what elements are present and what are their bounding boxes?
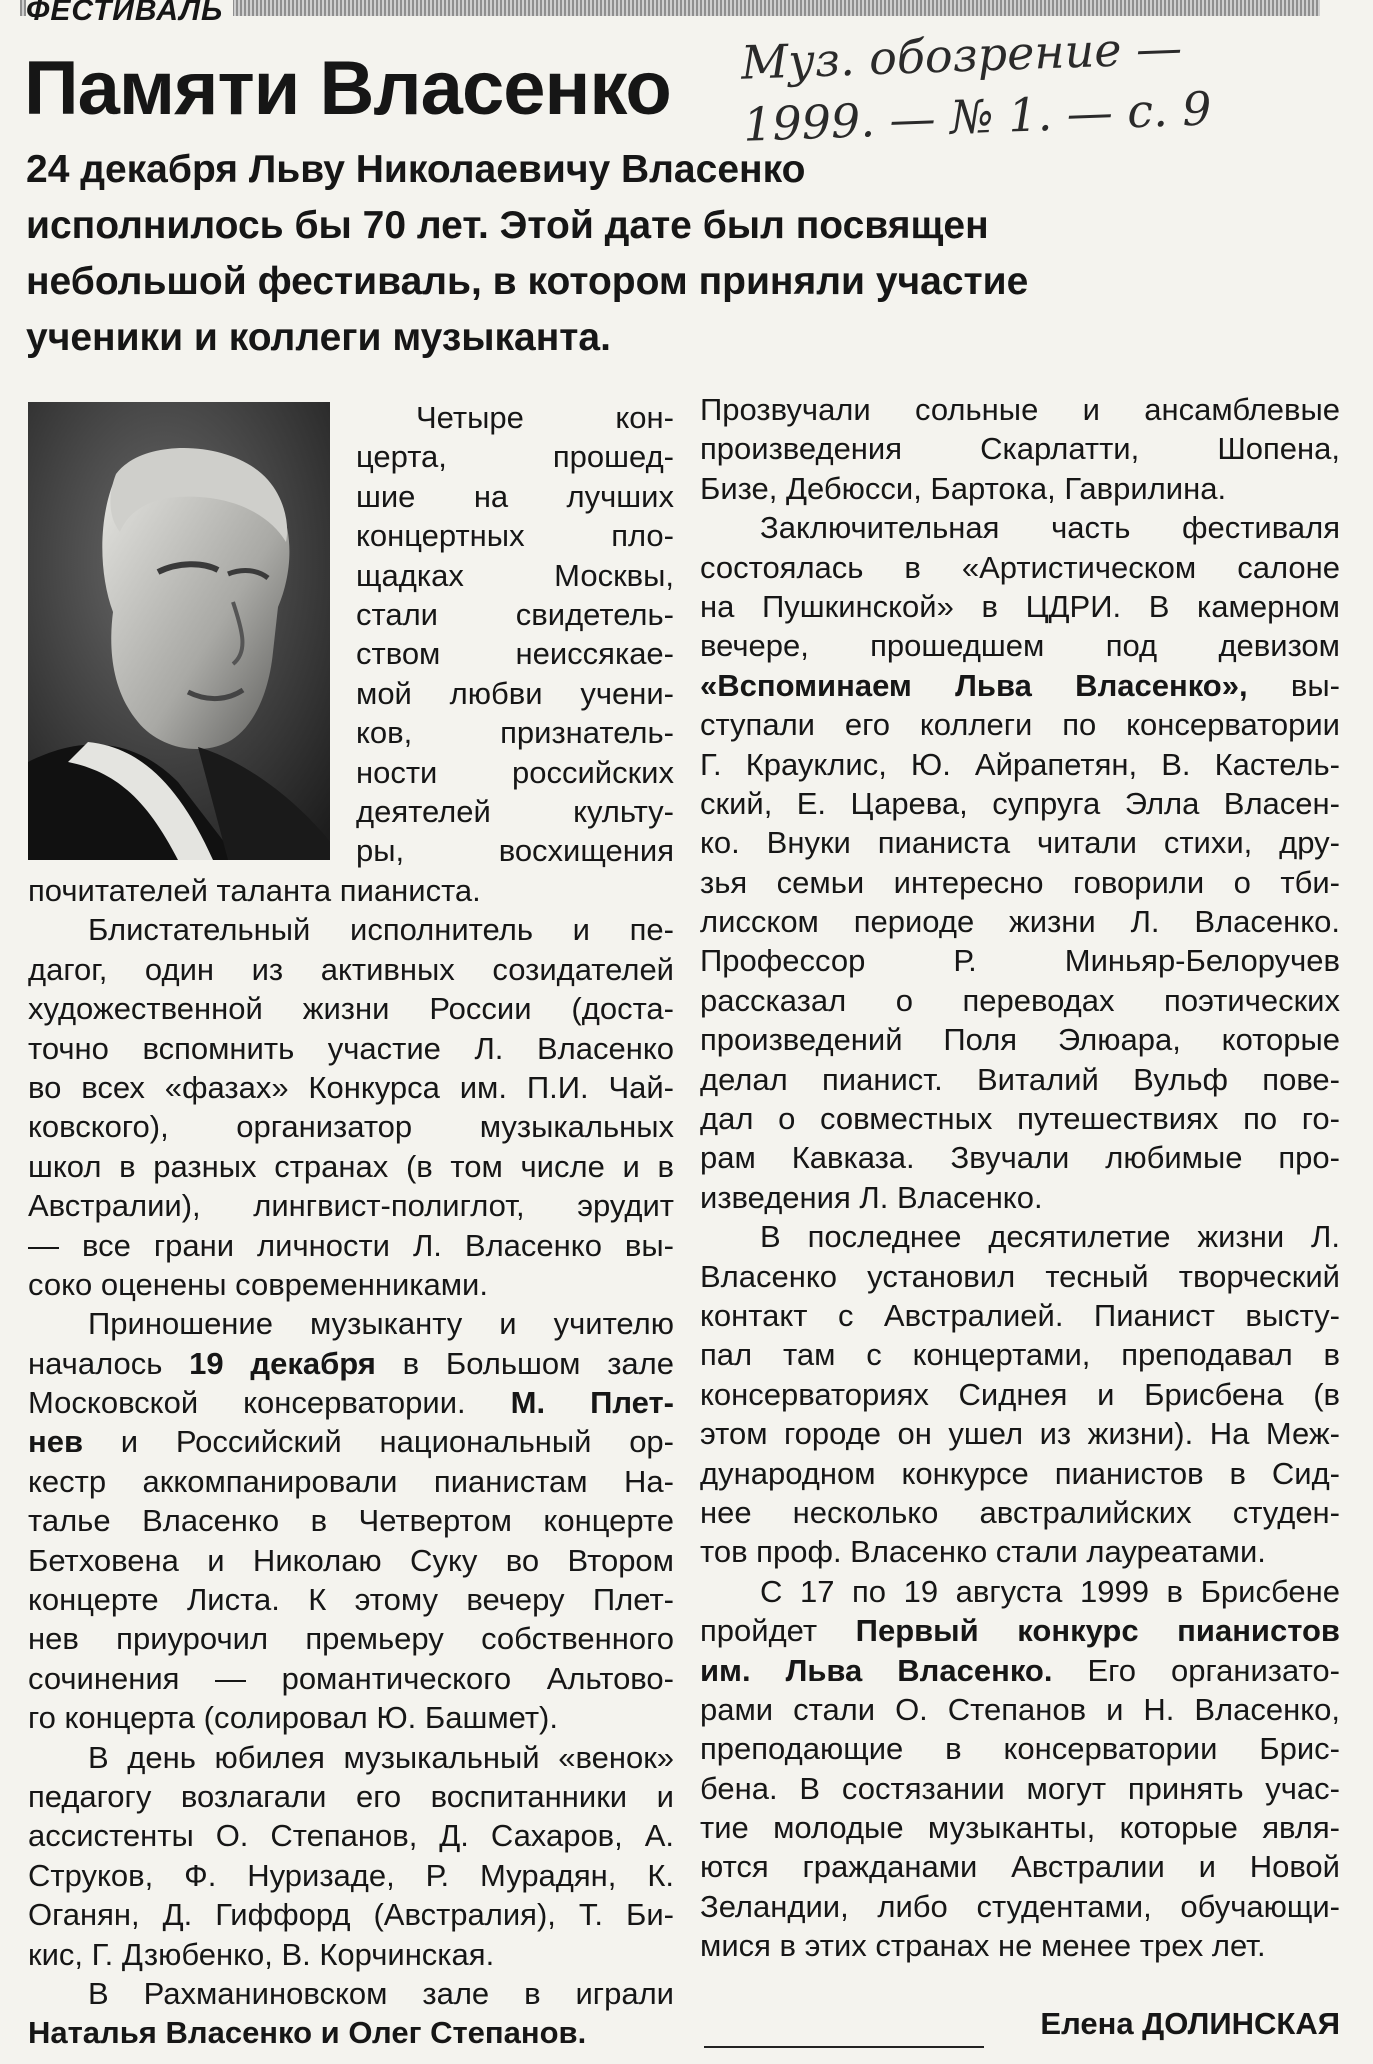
text-line: деятелей культу-: [356, 793, 674, 829]
handwritten-line: Муз. обозрение —: [740, 20, 1183, 90]
text-line: дал о совместных путешествиях по го-: [700, 1101, 1340, 1137]
text-line: дународном конкурсе пианистов в Сид-: [700, 1455, 1340, 1491]
text-line: концертных пло-: [356, 518, 674, 554]
column-c: [700, 390, 1340, 1966]
text-line: состоялась в «Артистическом салоне: [700, 549, 1340, 585]
text-line: им. Льва Власенко. Его организато-: [700, 1652, 1340, 1688]
text-line: изведения Л. Власенко.: [700, 1179, 1043, 1215]
text-line: — все грани личности Л. Власенко вы-: [28, 1227, 674, 1263]
column-b: [28, 871, 674, 2053]
text-line: ассистенты О. Степанов, Д. Сахаров, А.: [28, 1818, 674, 1854]
text-line: произведения Скарлатти, Шопена,: [700, 431, 1340, 467]
text-line: кестр аккомпанировали пианистам На-: [28, 1463, 674, 1499]
text-line: преподающие в консерватории Брис-: [700, 1731, 1340, 1767]
text-line: вечере, прошедшем под девизом: [700, 628, 1340, 664]
text-line: Зеландии, либо студентами, обучающи-: [700, 1888, 1340, 1924]
text-line: делал пианист. Виталий Вульф пове-: [700, 1061, 1340, 1097]
text-line: В последнее десятилетие жизни Л.: [760, 1219, 1340, 1255]
text-line: Заключительная часть фестиваля: [760, 510, 1340, 546]
text-line: пройдет Первый конкурс пианистов: [700, 1613, 1340, 1649]
text-line: на Пушкинской» в ЦДРИ. В камерном: [700, 588, 1340, 624]
text-line: тие молодые музыканты, которые явля-: [700, 1810, 1340, 1846]
text-line: ков, признатель-: [356, 715, 674, 751]
text-line: рассказал о переводах поэтических: [700, 982, 1340, 1018]
article-title: Памяти Власенко: [24, 46, 671, 131]
text-line: ступали его коллеги по консерватории: [700, 707, 1340, 743]
text-line: произведений Поля Элюара, которые: [700, 1022, 1340, 1058]
text-line: бена. В состязании могут принять учас-: [700, 1770, 1340, 1806]
text-line: го концерта (солировал Ю. Башмет).: [28, 1700, 558, 1736]
text-line: Московской консерватории. М. Плет-: [28, 1385, 675, 1421]
text-line: шие на лучших: [356, 478, 674, 514]
text-line: школ в разных странах (в том числе и в: [28, 1148, 674, 1184]
text-line: В Рахманиновском зале в играли: [88, 1975, 674, 2011]
text-line: Профессор Р. Миньяр-Белоручев: [700, 943, 1340, 979]
text-line: Австралии), лингвист-полиглот, эрудит: [28, 1188, 674, 1224]
text-line: Четыре кон-: [416, 400, 674, 435]
text-line: рами стали О. Степанов и Н. Власенко,: [700, 1691, 1340, 1727]
text-line: консерваториях Сиднея и Брисбена (в: [700, 1376, 1340, 1412]
lead-line: 24 декабря Льву Николаевичу Власенко: [26, 148, 806, 191]
text-line: художественной жизни России (доста-: [28, 991, 674, 1027]
text-line: Приношение музыканту и учителю: [88, 1306, 674, 1342]
text-line: «Вспоминаем Льва Власенко», вы-: [700, 667, 1341, 703]
text-line: нев приурочил премьеру собственного: [28, 1621, 674, 1657]
lead-line: небольшой фестиваль, в котором приняли участие: [26, 260, 1029, 303]
portrait-photo: [28, 402, 330, 860]
text-line: Власенко установил тесный творческий: [700, 1258, 1340, 1294]
text-line: почитателей таланта пианиста.: [28, 873, 481, 908]
text-line: ются гражданами Австралии и Новой: [700, 1849, 1340, 1885]
text-line: талье Власенко в Четвертом концерте: [28, 1503, 674, 1539]
byline-author: Елена ДОЛИНСКАЯ: [1040, 2006, 1340, 2041]
text-line: Блистательный исполнитель и пе-: [88, 912, 674, 948]
lead-line: ученики и коллеги музыканта.: [26, 316, 611, 359]
text-line: кис, Г. Дзюбенко, В. Корчинская.: [28, 1936, 495, 1972]
text-line: сочинения — романтического Альтово-: [28, 1660, 674, 1696]
lead-line: исполнилось бы 70 лет. Этой дате был посвящен: [26, 204, 989, 247]
text-line: педагогу возлагали его воспитанники и: [28, 1778, 674, 1814]
text-line: началось 19 декабря в Большом зале: [28, 1345, 674, 1381]
text-line: дагог, один из активных созидателей: [28, 951, 674, 987]
text-line: Струков, Ф. Нуризаде, Р. Мурадян, К.: [28, 1857, 674, 1893]
handwritten-line: 1999. — № 1. — с. 9: [742, 81, 1213, 152]
text-line: щадках Москвы,: [356, 557, 674, 593]
text-line: церта, прошед-: [356, 439, 674, 475]
rubric-label: ФЕСТИВАЛЬ: [26, 0, 233, 28]
text-line: Г. Крауклис, Ю. Айрапетян, В. Кастель-: [700, 746, 1340, 782]
text-line: точно вспомнить участие Л. Власенко: [28, 1030, 674, 1066]
handwritten-citation: [740, 12, 1304, 155]
portrait-image: [28, 402, 330, 860]
text-line: мой любви учени-: [356, 675, 674, 711]
text-line: Наталья Власенко и Олег Степанов.: [28, 2015, 587, 2051]
text-line: ством неиссякае-: [356, 636, 674, 672]
text-line: ры, восхищения: [356, 833, 674, 869]
text-line: ности российских: [356, 754, 674, 790]
text-line: Бизе, Дебюсси, Бартока, Гаврилина.: [700, 470, 1227, 506]
byline-rule: [704, 2046, 984, 2048]
text-line: стали свидетель-: [356, 596, 674, 632]
text-line: во всех «фазах» Конкурса им. П.И. Чай-: [28, 1069, 674, 1105]
text-line: ский, Е. Царева, супруга Элла Власен-: [700, 785, 1340, 821]
lead-paragraph: [26, 142, 1336, 366]
text-line: контакт с Австралией. Пианист высту-: [700, 1297, 1340, 1333]
text-line: зья семьи интересно говорили о тби-: [700, 864, 1340, 900]
text-line: пал там с концертами, преподавал в: [700, 1337, 1340, 1373]
text-line: концерте Листа. К этому вечеру Плет-: [28, 1582, 674, 1618]
text-line: С 17 по 19 августа 1999 в Брисбене: [760, 1573, 1340, 1609]
text-line: Прозвучали сольные и ансамблевые: [700, 392, 1340, 427]
text-line: мися в этих странах не менее трех лет.: [700, 1928, 1266, 1964]
text-line: этом городе он ушел из жизни). На Меж-: [700, 1416, 1340, 1452]
text-line: Оганян, Д. Гиффорд (Австралия), Т. Би-: [28, 1897, 674, 1933]
text-line: нев и Российский национальный ор-: [28, 1424, 674, 1460]
text-line: нее несколько австралийских студен-: [700, 1494, 1340, 1530]
text-line: ковского), организатор музыкальных: [28, 1109, 674, 1145]
text-line: ко. Внуки пианиста читали стихи, дру-: [700, 825, 1340, 861]
text-line: лисском периоде жизни Л. Власенко.: [700, 904, 1340, 940]
text-line: тов проф. Власенко стали лауреатами.: [700, 1534, 1266, 1570]
text-line: Бетховена и Николаю Суку во Втором: [28, 1542, 674, 1578]
column-a: [356, 398, 674, 871]
text-line: рам Кавказа. Звучали любимые про-: [700, 1140, 1340, 1176]
text-line: соко оценены современниками.: [28, 1266, 488, 1302]
text-line: В день юбилея музыкальный «венок»: [88, 1739, 674, 1775]
